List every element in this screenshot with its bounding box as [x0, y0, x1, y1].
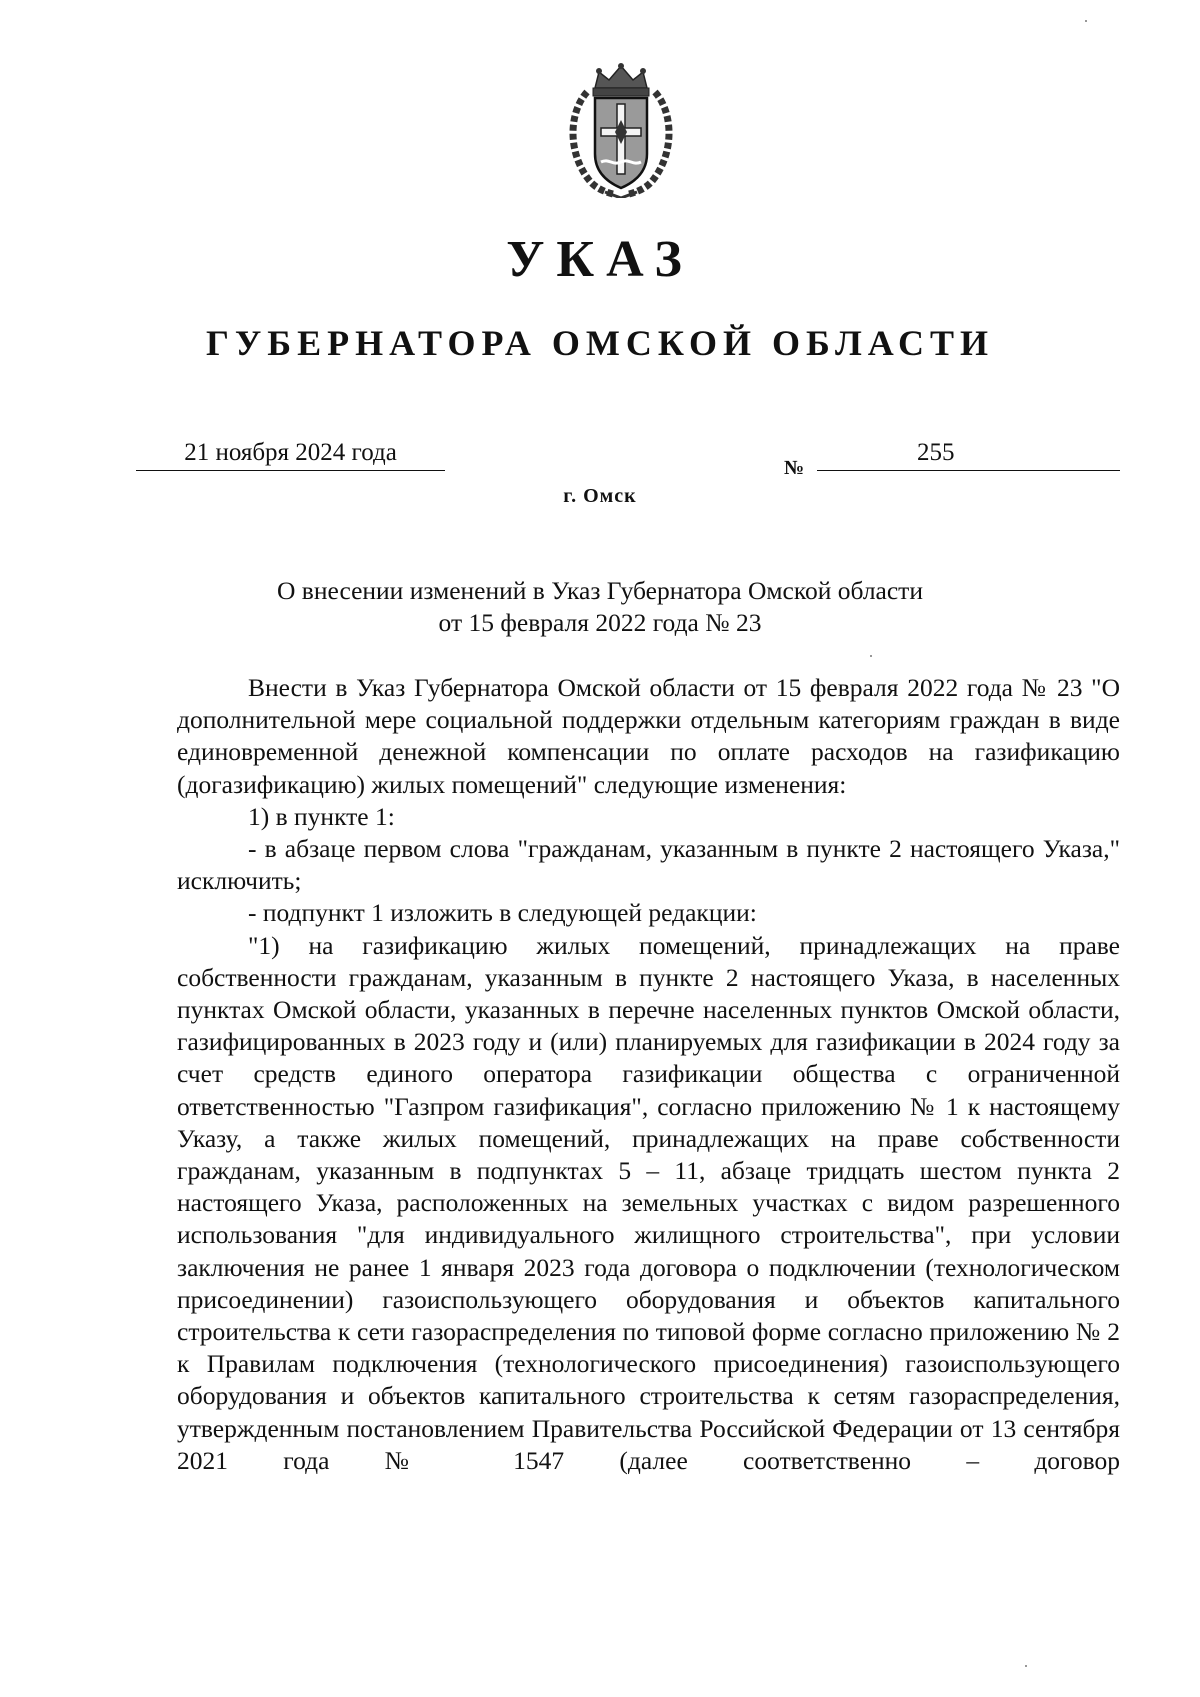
- decree-number-field: [817, 438, 1120, 471]
- paragraph-amendment-1: - в абзаце первом слова "гражданам, указанным в пункте 2 настоящего Указа," исключить;: [177, 834, 1120, 896]
- number-label: №: [784, 457, 805, 479]
- city-name: г. Омск: [563, 485, 637, 507]
- decree-number: 255: [917, 439, 955, 466]
- decree-title: УКАЗ: [506, 231, 694, 288]
- heading-line-1: О внесении изменений в Указ Губернатора Омской области: [277, 576, 923, 605]
- paragraph-amendment-2: - подпункт 1 изложить в следующей редакции:: [248, 898, 757, 928]
- decree-date: 21 ноября 2024 года: [136, 438, 445, 471]
- decree-body: [177, 672, 1120, 1477]
- scan-speck: [1025, 1665, 1027, 1667]
- heading-line-2: от 15 февраля 2022 года № 23: [438, 608, 762, 637]
- paragraph-item-1: 1) в пункте 1:: [248, 801, 395, 831]
- paragraph-new-wording: "1) на газификацию жилых помещений, принадлежащих на праве собственности гражданам, указанным в пункте 2 настоящего Указа, в населенных пунктах Омской области, указанных в перечне населенных пунктов Омской области, газифицированных в 2023 году и (или) планируемых для газификации в 2024 году за счет средств единого оператора газификации общества с ограниченной ответственностью "Газпром газификация", согласно приложению № 1 к настоящему Указу, а также жилых помещений, принадлежащих на праве собственности гражданам, указанным в подпунктах 5 – 11, абзаце тридцать шестом пункта 2 настоящего Указа, расположенных на земельных участках с видом разрешенного использования "для индивидуального жилищного строительства", при условии заключения не ранее 1 января 2023 года договора о подключении (технологическом присоединении) газоиспользующего оборудования и объектов капитального строительства к сети газораспределения по типовой форме согласно приложению № 2 к Правилам подключения (технологического присоединения) газоиспользующего оборудования и объектов капитального строительства к сетям газораспределения, утвержденным постановлением Правительства Российской Федерации от 13 сентября 2021 года № 1547 (далее соответственно – договор: [177, 930, 1120, 1475]
- decree-heading: [0, 575, 1200, 639]
- paragraph-intro: Внести в Указ Губернатора Омской области от 15 февраля 2022 года № 23 "О дополнительной мере социальной поддержки отдельным категориям граждан в виде единовременной денежной компенсации по оплате расходов на газификацию (догазификацию) жилых помещений" следующие изменения:: [177, 673, 1120, 799]
- decree-issuer: ГУБЕРНАТОРА ОМСКОЙ ОБЛАСТИ: [205, 323, 995, 363]
- scan-speck: [1085, 20, 1087, 22]
- scan-speck: [870, 655, 872, 657]
- coat-of-arms-emblem: [565, 62, 677, 198]
